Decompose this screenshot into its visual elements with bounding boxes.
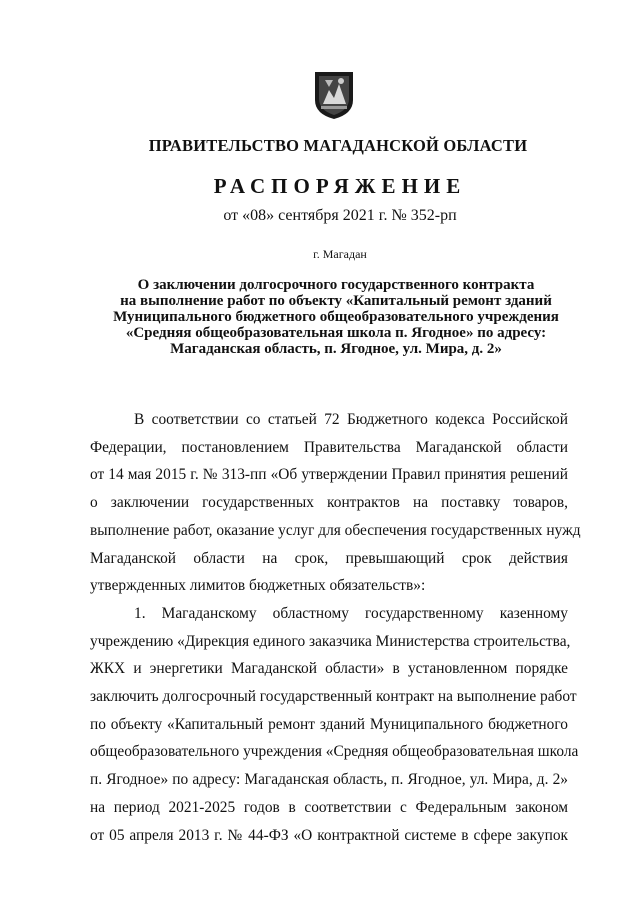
paragraph-preamble (90, 406, 581, 600)
body-line: от 14 мая 2015 г. № 313-пп «Об утверждении Правил принятия решений (90, 466, 568, 484)
body-line: выполнение работ, оказание услуг для обеспечения государственных нужд (90, 521, 581, 539)
subject-line: на выполнение работ по объекту «Капитальный ремонт зданий (120, 293, 552, 309)
document-dateline: от «08» сентября 2021 г. № 352-рп (223, 207, 457, 224)
coat-of-arms-icon (313, 70, 355, 120)
body-line: общеобразовательного учреждения «Средняя общеобразовательная школа (90, 743, 579, 761)
body-line: утвержденных лимитов бюджетных обязательств»: (90, 577, 426, 595)
body-line: Магаданской области на срок, превышающий срок действия (90, 549, 568, 567)
document-body (90, 406, 581, 849)
body-line: учреждению «Дирекция единого заказчика Министерства строительства, (90, 632, 571, 650)
body-line: заключить долгосрочный государственный контракт на выполнение работ (90, 688, 577, 706)
body-line: от 05 апреля 2013 г. № 44-ФЗ «О контрактной системе в сфере закупок (90, 826, 568, 844)
subject-line: «Средняя общеобразовательная школа п. Ягодное» по адресу: (125, 325, 547, 341)
subject-line: О заключении долгосрочного государственного контракта (137, 277, 535, 293)
body-line: п. Ягодное» по адресу: Магаданская область, п. Ягодное, ул. Мира, д. 2» (90, 771, 568, 789)
body-line: 1. Магаданскому областному государственному казенному (134, 604, 568, 622)
document-city: г. Магадан (313, 247, 367, 261)
document-type: РАСПОРЯЖЕНИЕ (213, 174, 467, 198)
body-line: по объекту «Капитальный ремонт зданий Муниципального бюджетного (90, 715, 568, 733)
body-line: ЖКХ и энергетики Магаданской области» в установленном порядке (90, 660, 568, 678)
body-line: Федерации, постановлением Правительства Магаданской области (90, 438, 568, 456)
body-line: о заключении государственных контрактов на поставку товаров, (90, 494, 568, 512)
subject-line: Муниципального бюджетного общеобразовательного учреждения (113, 309, 559, 325)
body-line: В соответствии со статьей 72 Бюджетного кодекса Российской (134, 411, 568, 428)
subject-line: Магаданская область, п. Ягодное, ул. Мира, д. 2» (170, 341, 502, 357)
body-line: на период 2021-2025 годов в соответствии с Федеральным законом (90, 798, 568, 816)
organization-name: ПРАВИТЕЛЬСТВО МАГАДАНСКОЙ ОБЛАСТИ (148, 136, 528, 155)
paragraph-item-1 (90, 600, 579, 849)
document-subject (90, 277, 582, 357)
